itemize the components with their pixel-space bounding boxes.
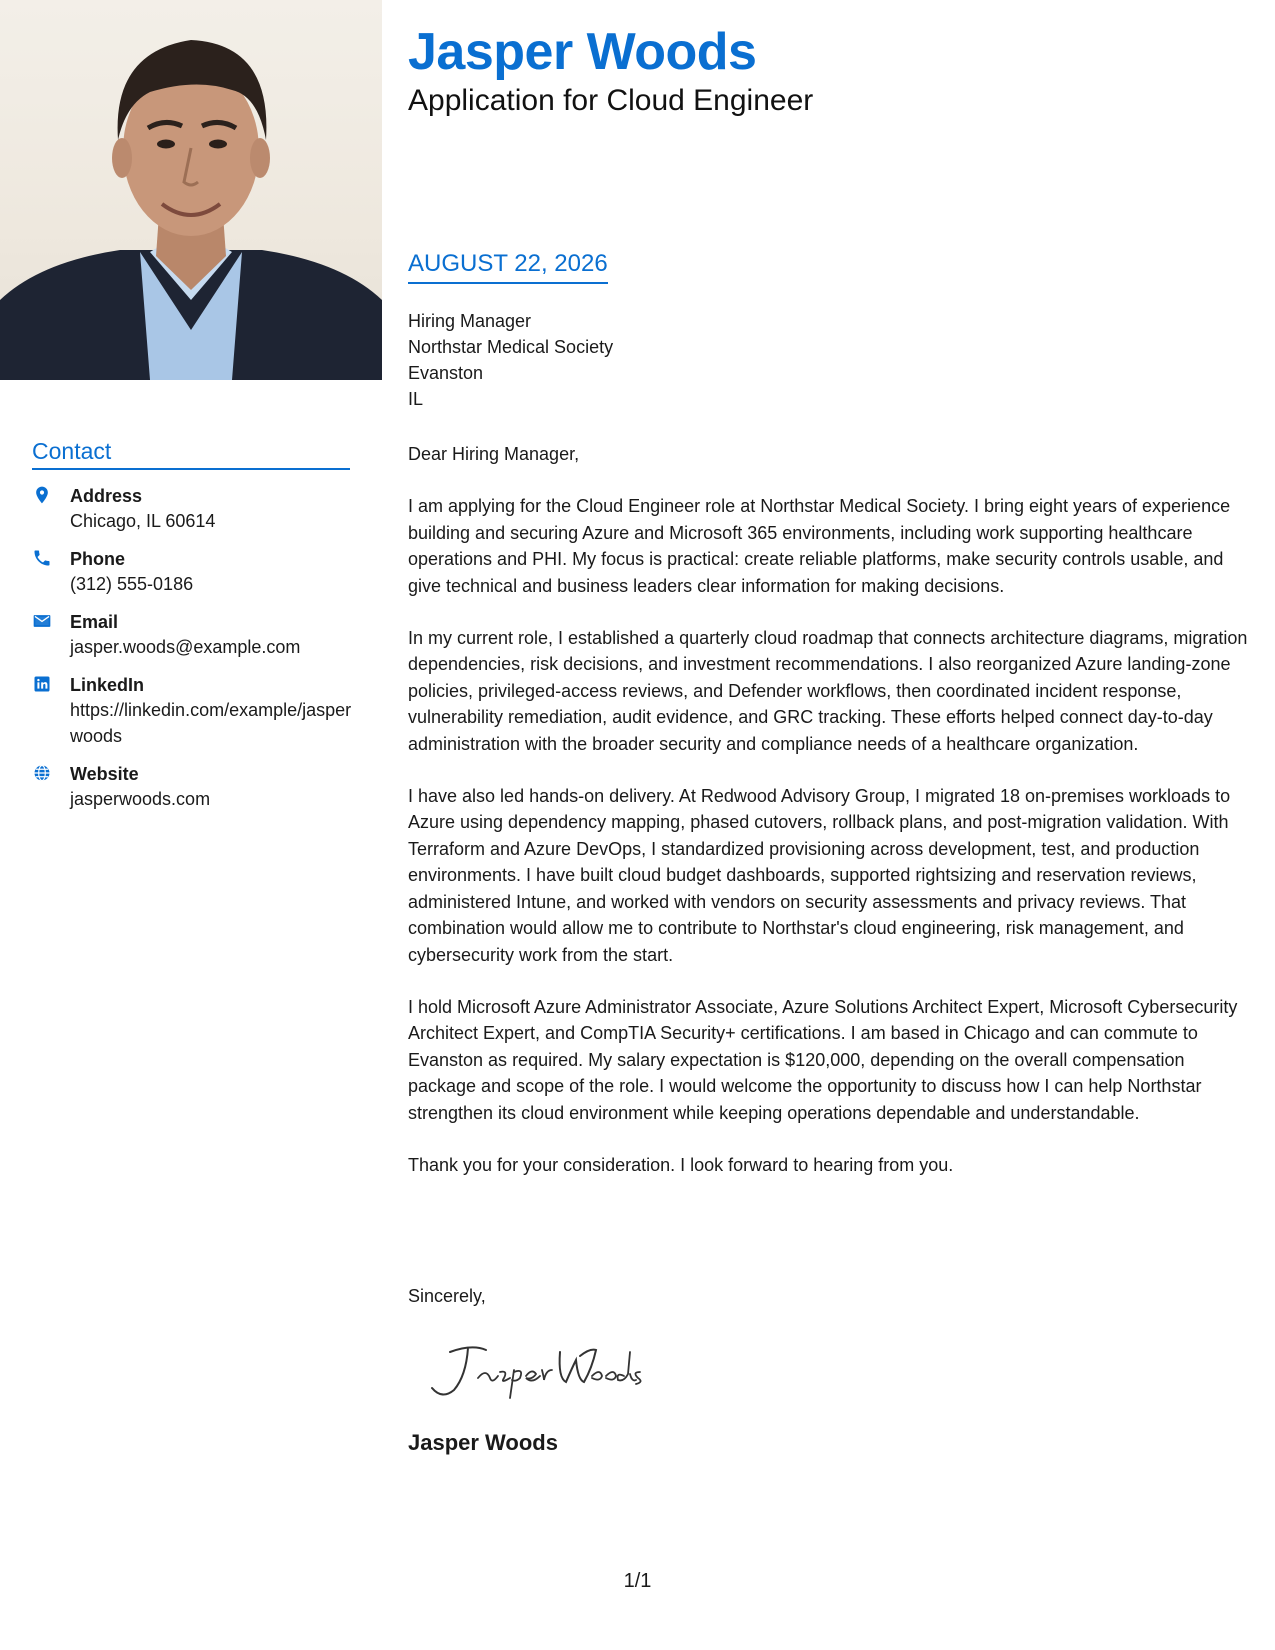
email-icon [32,610,70,660]
letter-paragraph: Thank you for your consideration. I look forward to hearing from you. [408,1154,954,1175]
contact-heading: Contact [32,438,350,470]
address-value: Chicago, IL 60614 [70,511,216,531]
globe-icon [32,762,70,812]
letter-paragraph: I am applying for the Cloud Engineer role at Northstar Medical Society. I bring eight years of experience building and securing Azure and Microsoft 365 environments, including work supporting healthcare operations and PHI. My focus is practical: create reliable platforms, make security controls usable, and give technical and business leaders clear information for making decisions. [408,496,1231,596]
contact-label: Website [70,764,139,784]
letter-paragraph: In my current role, I established a quarterly cloud roadmap that connects architecture diagrams, migration dependencies, risk decisions, and investment recommendations. I also reorganized Azure landing-zone policies, privileged-access reviews, and Defender workflows, then coordinated incident response, vulnerability remediation, audit evidence, and GRC tracking. These efforts helped connect day-to-day administration with the broader security and compliance needs of a healthcare organization. [408,628,1248,754]
recipient-line: IL [408,389,424,409]
portrait-illustration [0,0,382,380]
letter-paragraph: I hold Microsoft Azure Administrator Associate, Azure Solutions Architect Expert, Microsoft Cybersecurity Architect Expert, and CompTIA Security+ certifications. I am based in Chicago and can commute to Evanston as required. My salary expectation is $120,000, depending on the overall compensation package and scope of the role. I would welcome the opportunity to discuss how I can help Northstar strengthen its cloud environment while keeping operations dependable and understandable. [408,996,1238,1123]
recipient-line: Evanston [408,363,484,383]
applicant-name: Jasper Woods [408,23,757,81]
signer-name: Jasper Woods [408,1430,558,1455]
website-link[interactable]: jasperwoods.com [70,789,211,809]
phone-icon [32,547,70,597]
recipient-block [408,308,613,412]
profile-photo [0,0,382,380]
contact-label: Email [70,612,119,632]
page-number: 1/1 [623,1570,652,1592]
location-pin-icon [32,484,70,534]
phone-value: (312) 555-0186 [70,574,194,594]
recipient-line: Hiring Manager [408,311,532,331]
contact-item-email [32,610,352,660]
email-link[interactable]: jasper.woods@example.com [70,637,301,657]
contact-item-phone [32,547,352,597]
contact-list [32,484,352,825]
recipient-line: Northstar Medical Society [408,337,614,357]
contact-item-address [32,484,352,534]
closing: Sincerely, [408,1286,486,1306]
contact-label: Phone [70,549,126,569]
salutation: Dear Hiring Manager, [408,444,580,464]
letter-body [408,441,1250,1204]
linkedin-link[interactable]: https://linkedin.com/example/jasperwoods [70,700,352,746]
contact-label: LinkedIn [70,675,145,695]
contact-label: Address [70,486,143,506]
application-subtitle: Application for Cloud Engineer [408,84,814,117]
letter-date: AUGUST 22, 2026 [408,250,608,284]
contact-item-linkedin [32,673,352,749]
letter-paragraph: I have also led hands-on delivery. At Redwood Advisory Group, I migrated 18 on-premises workloads to Azure using dependency mapping, phased cutovers, rollback plans, and post-migration validation. With Terraform and Azure DevOps, I standardized provisioning across development, test, and production environments. I have built cloud budget dashboards, supported rightsizing and reservation reviews, administered Intune, and worked with vendors on security assessments and privacy reviews. That combination would allow me to contribute to Northstar's cloud engineering, risk management, and cybersecurity work from the start. [408,786,1231,965]
contact-item-website [32,762,352,812]
handwritten-signature [420,1338,660,1413]
linkedin-icon [32,673,70,749]
